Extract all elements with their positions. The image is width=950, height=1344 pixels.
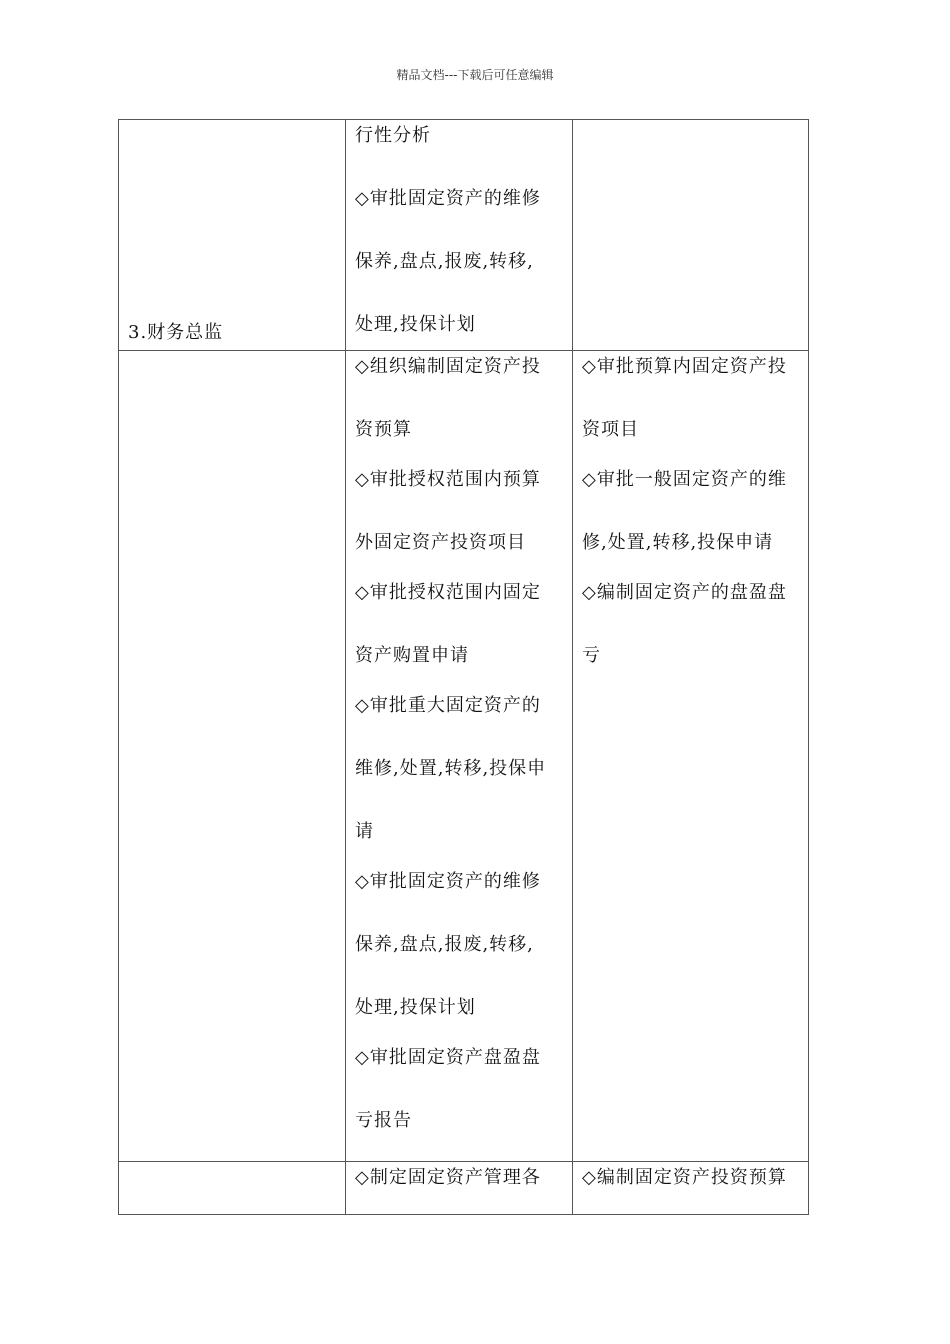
page-header: 精品文档---下载后可任意编辑 — [396, 68, 554, 82]
duty-text: ◇审批固定资产的维修 — [355, 188, 541, 209]
authority-cell — [573, 120, 809, 351]
authority-text: ◇编制固定资产投资预算 — [582, 1167, 787, 1188]
responsibility-table — [118, 119, 809, 1215]
duty-text: ◇审批固定资产盘盈盘 — [355, 1047, 541, 1068]
duty-text: 资预算 — [355, 419, 412, 440]
duty-text: ◇审批授权范围内固定 — [355, 582, 541, 603]
duty-text: 外固定资产投资项目 — [355, 532, 526, 553]
authority-text: ◇审批预算内固定资产投 — [582, 356, 787, 377]
authority-text: 资项目 — [582, 419, 639, 440]
duty-text: 亏报告 — [355, 1110, 412, 1131]
duty-text: 处理,投保计划 — [355, 314, 476, 335]
duty-text: 资产购置申请 — [355, 645, 469, 666]
role-cell — [119, 322, 346, 1162]
table-row — [119, 351, 809, 1162]
authority-text: ◇审批一般固定资产的维 — [582, 469, 787, 490]
authority-text: 修,处置,转移,投保申请 — [582, 532, 774, 553]
role-cell — [119, 120, 346, 351]
duty-text: ◇审批固定资产的维修 — [355, 871, 541, 892]
authority-text: 亏 — [582, 645, 601, 666]
duty-text: ◇审批重大固定资产的 — [355, 695, 541, 716]
authority-text: ◇编制固定资产的盘盈盘 — [582, 582, 787, 603]
duties-cell — [346, 351, 573, 1162]
authority-cell — [573, 351, 809, 1162]
role-label: 3.财务总监 — [128, 322, 224, 343]
duties-cell — [346, 1162, 573, 1215]
duty-text: 维修,处置,转移,投保申 — [355, 758, 547, 779]
duty-text: ◇组织编制固定资产投 — [355, 356, 541, 377]
duties-cell — [346, 120, 573, 351]
duty-text: ◇制定固定资产管理各 — [355, 1167, 541, 1188]
role-cell — [119, 1162, 346, 1215]
duty-text: 请 — [355, 821, 374, 842]
duty-text: 处理,投保计划 — [355, 997, 476, 1018]
table-row — [119, 120, 809, 351]
table-row — [119, 1162, 809, 1215]
duty-text: 行性分析 — [355, 125, 431, 146]
duty-text: ◇审批授权范围内预算 — [355, 469, 541, 490]
duty-text: 保养,盘点,报废,转移, — [355, 934, 534, 955]
authority-cell — [573, 1162, 809, 1215]
duty-text: 保养,盘点,报废,转移, — [355, 251, 534, 272]
